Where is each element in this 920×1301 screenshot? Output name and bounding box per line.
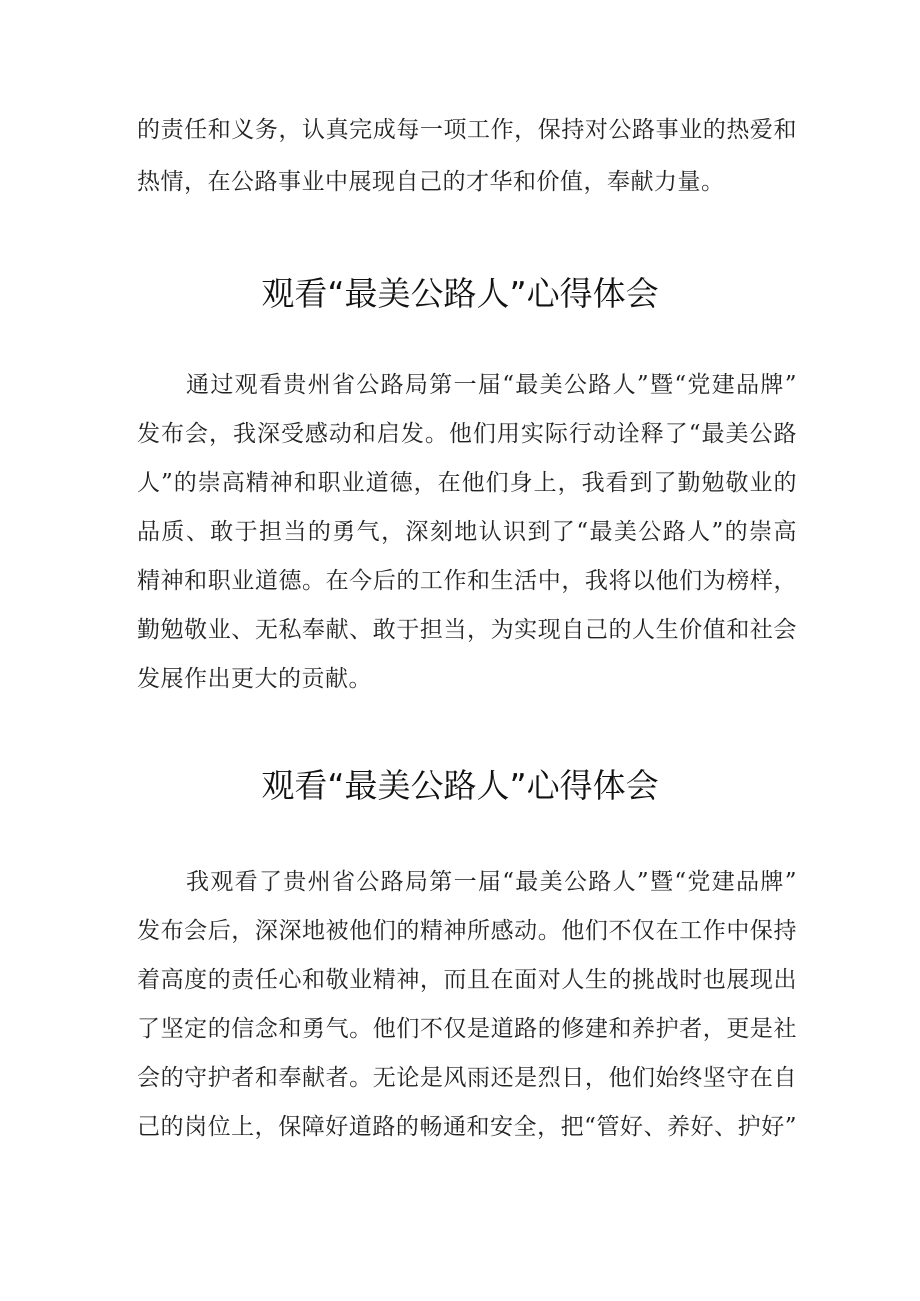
section1-line-7: 发展作出更大的贡献。	[137, 666, 372, 692]
section2-line-1: 我观看了贵州省公路局第一届“最美公路人”暨“党建品牌”	[186, 869, 797, 895]
section2-line-6: 己的岗位上，保障好道路的畅通和安全，把“管好、养好、护好”	[137, 1114, 797, 1140]
section2-line-3: 着高度的责任心和敬业精神，而且在面对人生的挑战时也展现出	[137, 967, 797, 993]
intro-line-1: 的责任和义务，认真完成每一项工作，保持对公路事业的热爱和	[137, 117, 797, 143]
intro-line-2: 热情，在公路事业中展现自己的才华和价值，奉献力量。	[137, 169, 725, 195]
section2-line-4: 了坚定的信念和勇气。他们不仅是道路的修建和养护者，更是社	[137, 1016, 797, 1042]
section2-line-2: 发布会后，深深地被他们的精神所感动。他们不仅在工作中保持	[137, 918, 797, 944]
section1-title: 观看“最美公路人”心得体会	[261, 274, 659, 313]
section1-line-5: 精神和职业道德。在今后的工作和生活中，我将以他们为榜样，	[137, 568, 797, 594]
section2-line-5: 会的守护者和奉献者。无论是风雨还是烈日，他们始终坚守在自	[137, 1065, 797, 1091]
section1-line-3: 人”的崇高精神和职业道德，在他们身上，我看到了勤勉敬业的	[137, 470, 797, 496]
section1-line-6: 勤勉敬业、无私奉献、敢于担当，为实现自己的人生价值和社会	[137, 617, 797, 643]
section2-title: 观看“最美公路人”心得体会	[261, 766, 659, 805]
section1-line-4: 品质、敢于担当的勇气，深刻地认识到了“最美公路人”的崇高	[137, 519, 797, 545]
section1-line-2: 发布会，我深受感动和启发。他们用实际行动诠释了“最美公路	[137, 421, 797, 447]
section1-line-1: 通过观看贵州省公路局第一届“最美公路人”暨“党建品牌”	[186, 372, 797, 398]
